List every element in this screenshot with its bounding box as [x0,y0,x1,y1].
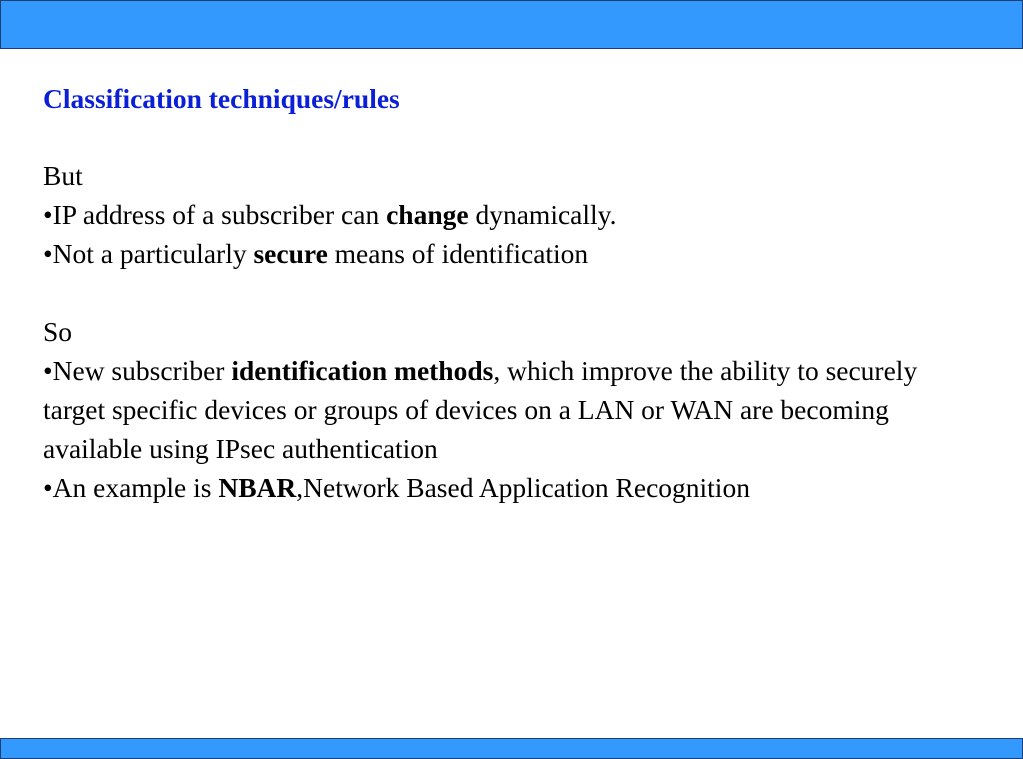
section-heading-so: So [43,316,73,347]
slide-content [43,78,983,507]
bullet-text: •An example is [43,472,219,503]
bullet-not-secure [43,234,983,273]
bottom-banner-bar [0,738,1023,759]
bullet-emphasis: secure [253,238,328,269]
bullet-identification-methods [43,351,983,468]
slide-title: Classification techniques/rules [43,83,400,114]
section-heading-but: But [43,160,83,191]
spacer [43,273,983,312]
bullet-nbar-example [43,468,983,507]
bullet-emphasis: change [386,199,469,230]
bullet-text: ,Network Based Application Recognition [296,472,750,503]
bullet-text: dynamically. [468,199,617,230]
bullet-text: •Not a particularly [43,238,254,269]
top-banner-bar [0,0,1023,49]
bullet-ip-address [43,195,983,234]
bullet-text: •New subscriber [43,355,232,386]
spacer [43,120,983,156]
bullet-emphasis: identification methods [231,355,494,386]
bullet-emphasis: NBAR [218,472,297,503]
bullet-text: means of identification [327,238,589,269]
bullet-text: , which improve the ability to securely target specific devices or groups of devices on a LAN or WAN are becoming available using IPsec authentication [43,355,918,464]
bullet-text: •IP address of a subscriber can [43,199,387,230]
